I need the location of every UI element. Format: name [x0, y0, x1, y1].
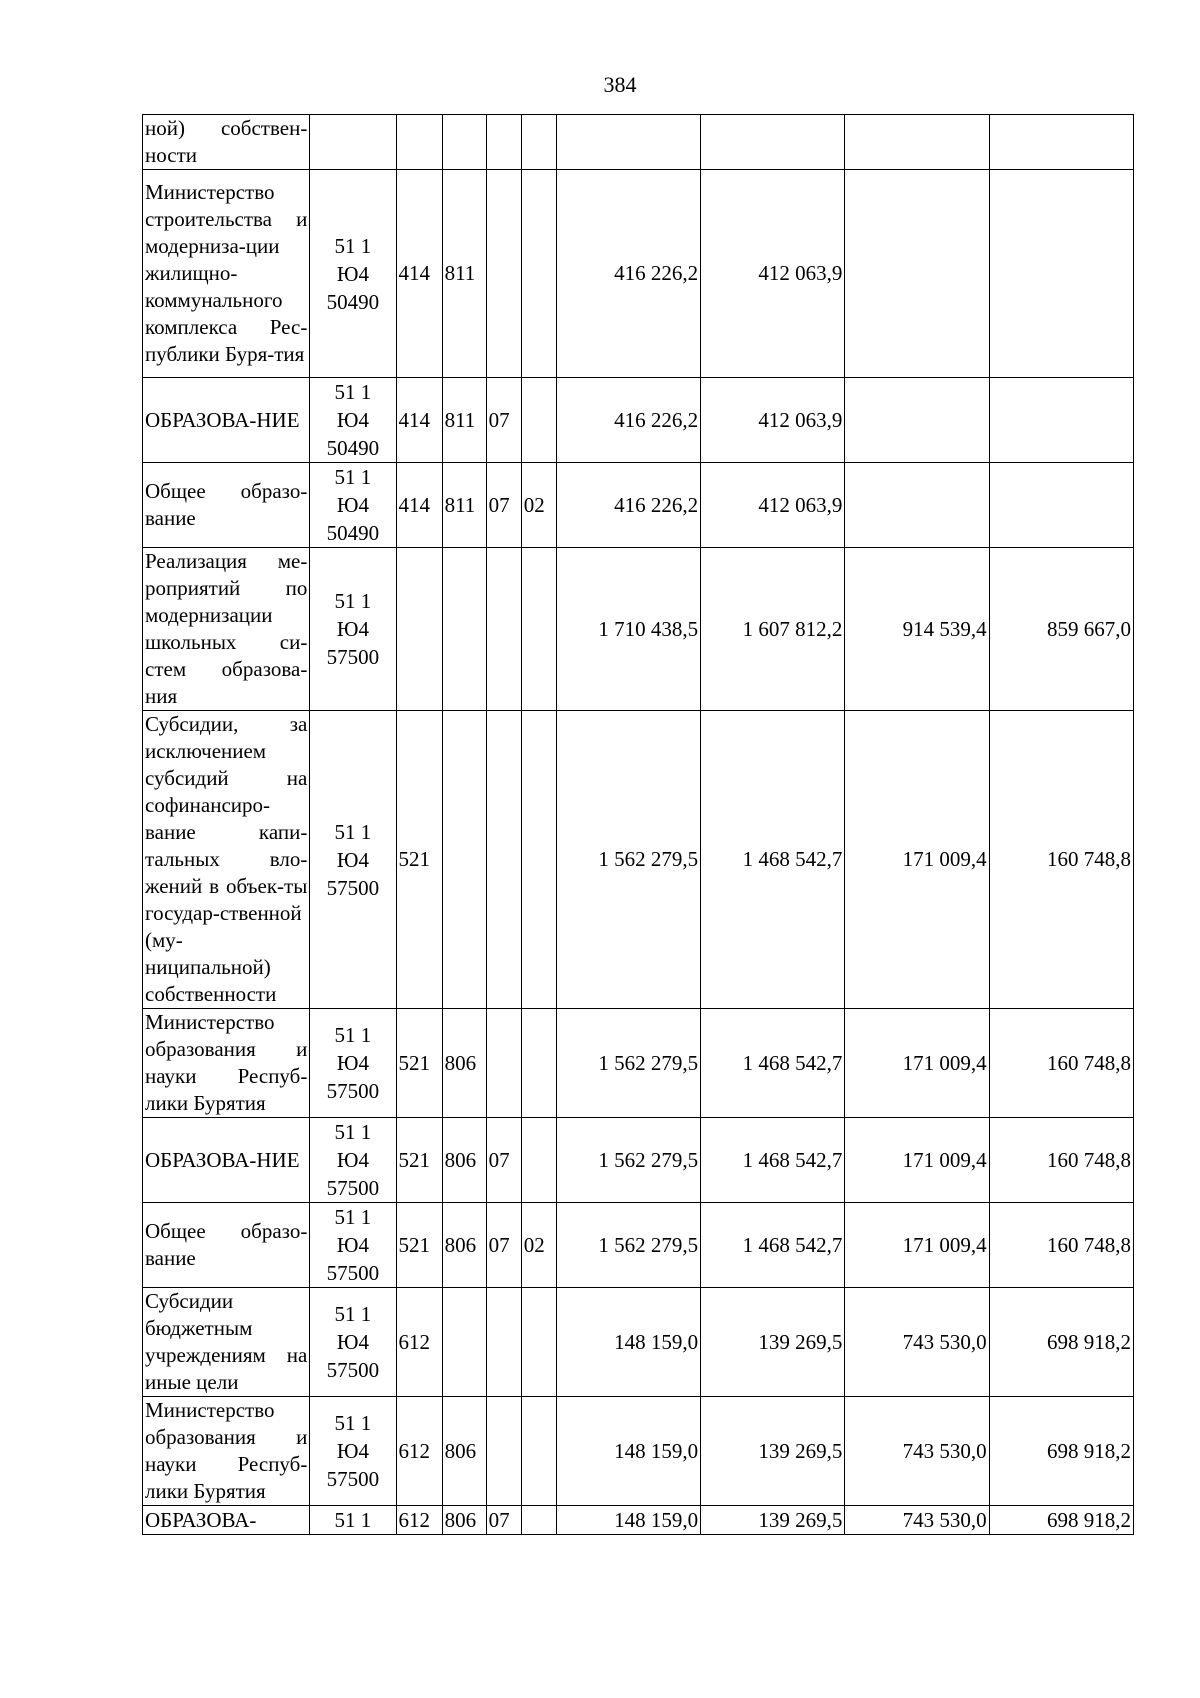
row-expense-type: 612: [396, 1397, 442, 1506]
row-subsection: [521, 548, 556, 711]
row-value-1: 416 226,2: [556, 463, 700, 548]
row-expense-type: 521: [396, 711, 442, 1009]
row-section: [486, 711, 521, 1009]
row-section: 07: [486, 463, 521, 548]
row-value-2: 1 607 812,2: [701, 548, 845, 711]
row-value-4: 698 918,2: [989, 1288, 1133, 1397]
row-value-3: 171 009,4: [845, 1009, 989, 1118]
table-row: [143, 378, 1134, 463]
table-row: [143, 1009, 1134, 1118]
row-section: [486, 548, 521, 711]
row-subsection: [521, 1009, 556, 1118]
row-name: ной) собствен-ности: [143, 115, 310, 170]
table-row: [143, 463, 1134, 548]
row-subsection: [521, 1288, 556, 1397]
row-value-1: 148 159,0: [556, 1506, 700, 1535]
row-value-2: 1 468 542,7: [701, 1009, 845, 1118]
row-target-article: 51 1 Ю4 57500: [310, 1288, 396, 1397]
row-target-article: 51 1 Ю4 57500: [310, 1118, 396, 1203]
table-row: [143, 170, 1134, 378]
table-row: [143, 1203, 1134, 1288]
row-section: [486, 1397, 521, 1506]
row-section: 07: [486, 1506, 521, 1535]
table-row: [143, 115, 1134, 170]
budget-table: [142, 114, 1134, 1535]
row-value-4: 698 918,2: [989, 1397, 1133, 1506]
row-target-article: 51 1 Ю4 57500: [310, 711, 396, 1009]
row-value-3: [845, 115, 989, 170]
row-expense-type: 521: [396, 1009, 442, 1118]
row-expense-type: 521: [396, 1118, 442, 1203]
row-value-4: 160 748,8: [989, 1009, 1133, 1118]
table-row: [143, 1118, 1134, 1203]
row-name: ОБРАЗОВА-НИЕ: [143, 378, 310, 463]
row-name: Министерство строительства и модерниза-ции жилищно-коммунального комплекса Рес-публики Буря-тия: [143, 170, 310, 378]
page-number: 384: [603, 72, 637, 97]
row-department: [442, 711, 486, 1009]
row-value-1: 1 562 279,5: [556, 1009, 700, 1118]
row-name: Субсидии, за исключением субсидий на софинансиро-вание капи-тальных вло-жений в объек-ты государ-ственной (му-ниципальной) собственности: [143, 711, 310, 1009]
row-target-article: 51 1 Ю4 57500: [310, 1397, 396, 1506]
row-subsection: [521, 711, 556, 1009]
row-expense-type: 414: [396, 170, 442, 378]
row-expense-type: [396, 548, 442, 711]
row-expense-type: 521: [396, 1203, 442, 1288]
table-row: [143, 711, 1134, 1009]
row-value-2: 139 269,5: [701, 1288, 845, 1397]
row-value-3: [845, 170, 989, 378]
row-name: Министерство образования и науки Респуб-лики Бурятия: [143, 1009, 310, 1118]
table-row: [143, 548, 1134, 711]
row-target-article: [310, 115, 396, 170]
row-value-1: 148 159,0: [556, 1288, 700, 1397]
row-target-article: 51 1 Ю4 50490: [310, 463, 396, 548]
row-department: 806: [442, 1009, 486, 1118]
row-value-2: 412 063,9: [701, 170, 845, 378]
row-value-1: 1 562 279,5: [556, 1203, 700, 1288]
row-department: 806: [442, 1203, 486, 1288]
row-name: ОБРАЗОВА-НИЕ: [143, 1118, 310, 1203]
table-row: [143, 1506, 1134, 1535]
row-section: [486, 1288, 521, 1397]
row-name: Субсидии бюджетным учреждениям на иные цели: [143, 1288, 310, 1397]
row-department: [442, 115, 486, 170]
row-value-1: 148 159,0: [556, 1397, 700, 1506]
row-value-1: 416 226,2: [556, 378, 700, 463]
row-target-article: 51 1 Ю4 50490: [310, 170, 396, 378]
row-value-3: 743 530,0: [845, 1397, 989, 1506]
row-target-article: 51 1 Ю4 57500: [310, 1203, 396, 1288]
row-value-4: 160 748,8: [989, 1118, 1133, 1203]
row-section: 07: [486, 1203, 521, 1288]
row-target-article: 51 1 Ю4 50490: [310, 378, 396, 463]
row-expense-type: 612: [396, 1506, 442, 1535]
row-value-3: 171 009,4: [845, 1118, 989, 1203]
table-row: [143, 1397, 1134, 1506]
table-body: [143, 115, 1134, 1535]
row-subsection: [521, 115, 556, 170]
row-value-2: [701, 115, 845, 170]
row-value-3: 914 539,4: [845, 548, 989, 711]
row-value-1: [556, 115, 700, 170]
row-subsection: 02: [521, 463, 556, 548]
row-value-3: 743 530,0: [845, 1288, 989, 1397]
row-expense-type: 414: [396, 378, 442, 463]
row-value-3: [845, 378, 989, 463]
row-subsection: 02: [521, 1203, 556, 1288]
row-value-4: [989, 378, 1133, 463]
row-value-2: 412 063,9: [701, 378, 845, 463]
row-value-4: 859 667,0: [989, 548, 1133, 711]
row-department: 811: [442, 463, 486, 548]
row-subsection: [521, 1397, 556, 1506]
row-target-article: 51 1 Ю4 57500: [310, 548, 396, 711]
row-department: 806: [442, 1118, 486, 1203]
row-value-2: 1 468 542,7: [701, 1118, 845, 1203]
row-value-1: 1 710 438,5: [556, 548, 700, 711]
row-subsection: [521, 170, 556, 378]
row-value-1: 416 226,2: [556, 170, 700, 378]
row-expense-type: [396, 115, 442, 170]
row-expense-type: 612: [396, 1288, 442, 1397]
row-value-4: [989, 170, 1133, 378]
row-value-2: 139 269,5: [701, 1397, 845, 1506]
row-department: [442, 1288, 486, 1397]
row-subsection: [521, 378, 556, 463]
row-name: Общее образо-вание: [143, 463, 310, 548]
row-value-3: 743 530,0: [845, 1506, 989, 1535]
row-value-3: [845, 463, 989, 548]
row-value-4: 160 748,8: [989, 1203, 1133, 1288]
table-row: [143, 1288, 1134, 1397]
row-value-4: 160 748,8: [989, 711, 1133, 1009]
row-section: [486, 1009, 521, 1118]
row-value-1: 1 562 279,5: [556, 1118, 700, 1203]
row-value-3: 171 009,4: [845, 711, 989, 1009]
row-name: Реализация ме-роприятий по модернизации школьных си-стем образова-ния: [143, 548, 310, 711]
row-section: [486, 115, 521, 170]
row-expense-type: 414: [396, 463, 442, 548]
row-value-2: 1 468 542,7: [701, 711, 845, 1009]
row-department: 806: [442, 1397, 486, 1506]
row-value-2: 139 269,5: [701, 1506, 845, 1535]
row-subsection: [521, 1118, 556, 1203]
row-section: 07: [486, 1118, 521, 1203]
row-department: 806: [442, 1506, 486, 1535]
row-section: 07: [486, 378, 521, 463]
row-name: Общее образо-вание: [143, 1203, 310, 1288]
row-name: ОБРАЗОВА-: [143, 1506, 310, 1535]
row-value-2: 412 063,9: [701, 463, 845, 548]
row-department: 811: [442, 170, 486, 378]
row-value-2: 1 468 542,7: [701, 1203, 845, 1288]
row-value-1: 1 562 279,5: [556, 711, 700, 1009]
row-department: [442, 548, 486, 711]
row-section: [486, 170, 521, 378]
row-target-article: 51 1 Ю4 57500: [310, 1009, 396, 1118]
row-subsection: [521, 1506, 556, 1535]
row-value-4: [989, 463, 1133, 548]
row-value-4: 698 918,2: [989, 1506, 1133, 1535]
row-value-4: [989, 115, 1133, 170]
row-value-3: 171 009,4: [845, 1203, 989, 1288]
row-target-article: 51 1: [310, 1506, 396, 1535]
row-department: 811: [442, 378, 486, 463]
row-name: Министерство образования и науки Респуб-лики Бурятия: [143, 1397, 310, 1506]
